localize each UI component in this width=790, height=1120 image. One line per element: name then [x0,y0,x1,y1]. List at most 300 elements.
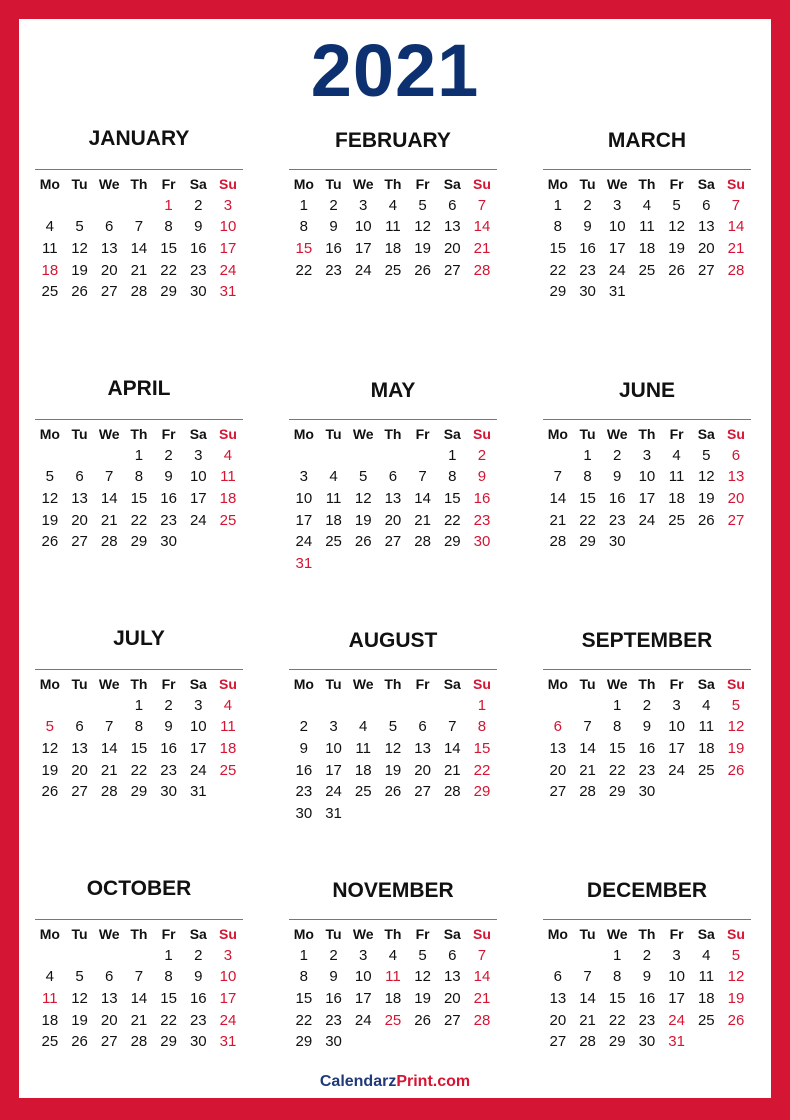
day-cell: 17 [189,740,207,758]
day-cell: 17 [668,740,685,758]
day-cell: 30 [638,783,656,801]
day-cell: 26 [384,783,402,801]
weekday-label: Fr [669,925,684,942]
weekday-label: We [352,425,374,442]
day-cell: 31 [219,283,237,301]
week-row [543,509,751,531]
day-cell: 4 [702,946,711,964]
day-cell: 7 [105,718,114,736]
weekday-label: Sa [443,675,461,692]
weekday-label: Su [727,175,745,192]
day-cell: 17 [189,490,207,508]
week-row [35,1009,243,1031]
month-divider [35,919,243,920]
day-cell: 22 [608,761,626,779]
weekday-label: We [98,925,120,942]
day-cell: 23 [473,511,491,529]
day-cell: 17 [638,490,656,508]
day-cell: 5 [75,968,84,986]
day-cell: 13 [549,740,567,758]
month-days-grid [35,423,243,553]
day-cell: 6 [105,968,114,986]
day-cell: 29 [160,283,177,301]
week-row [289,803,497,825]
day-cell: 9 [642,718,652,736]
day-cell: 27 [100,283,118,301]
day-cell: 10 [668,968,685,986]
day-cell: 21 [473,240,491,258]
month-name: MAY [370,379,416,402]
day-cell: 13 [443,218,461,236]
day-cell: 17 [354,990,372,1008]
day-cell: 8 [613,718,622,736]
month-divider [35,169,243,170]
week-row [543,945,751,967]
weekday-header [543,173,751,195]
day-cell: 22 [160,1011,177,1029]
day-cell: 25 [384,1011,402,1029]
weekday-label: Tu [579,675,596,692]
day-cell: 24 [189,761,207,779]
weekday-label: Th [384,175,402,192]
day-cell: 25 [668,511,685,529]
weekday-label: We [98,175,120,192]
day-cell: 12 [727,718,745,736]
day-cell: 9 [642,968,652,986]
day-cell: 12 [668,218,685,236]
day-cell: 26 [41,533,59,551]
weekday-label: Su [473,175,491,192]
day-cell: 27 [549,1033,567,1051]
day-cell: 2 [329,196,338,214]
weekday-label: Fr [161,675,176,692]
day-cell: 24 [325,783,342,801]
day-cell: 3 [194,696,203,714]
day-cell: 29 [295,1033,313,1051]
week-row [289,488,497,510]
weekday-label: Tu [325,425,342,442]
week-row [35,966,243,988]
day-cell: 6 [731,446,741,464]
week-row [289,216,497,238]
month-days-grid [543,673,751,803]
day-cell: 29 [130,533,148,551]
day-cell: 3 [223,196,233,214]
week-row [543,966,751,988]
day-cell: 16 [638,990,656,1008]
month-name: AUGUST [348,629,438,652]
week-row [543,281,751,303]
weekday-label: Th [638,925,656,942]
day-cell: 13 [71,490,88,508]
day-cell: 18 [41,261,59,279]
day-cell: 4 [388,196,398,214]
day-cell: 6 [105,218,114,236]
week-row [35,195,243,217]
weekday-label: Tu [71,925,88,942]
month-name: SEPTEMBER [581,629,713,652]
day-cell: 23 [160,761,177,779]
month-name: NOVEMBER [332,879,454,902]
day-cell: 1 [134,446,144,464]
month-divider [543,919,751,920]
month-name: JULY [113,627,165,650]
day-cell: 23 [325,261,342,279]
day-cell: 25 [325,533,342,551]
day-cell: 26 [41,783,59,801]
day-cell: 15 [579,490,596,508]
day-cell: 6 [418,718,427,736]
day-cell: 3 [359,946,368,964]
day-cell: 11 [668,468,685,486]
day-cell: 27 [100,1033,118,1051]
day-cell: 13 [549,990,567,1008]
day-cell: 19 [41,511,59,529]
day-cell: 18 [697,740,715,758]
weekday-label: Su [219,175,237,192]
day-cell: 15 [443,490,461,508]
day-cell: 7 [134,218,144,236]
day-cell: 16 [160,740,177,758]
day-cell: 1 [164,196,173,214]
day-cell: 24 [189,511,207,529]
weekday-label: Sa [189,925,207,942]
day-cell: 14 [473,968,491,986]
day-cell: 28 [130,1033,148,1051]
week-row [543,759,751,781]
weekday-label: Fr [161,425,176,442]
day-cell: 28 [549,533,567,551]
week-row [289,716,497,738]
day-cell: 19 [71,1011,88,1029]
day-cell: 4 [359,718,368,736]
day-cell: 12 [41,490,59,508]
month-divider [35,669,243,670]
day-cell: 2 [299,718,309,736]
weekday-label: Fr [161,925,176,942]
day-cell: 20 [697,240,715,258]
day-cell: 31 [325,804,342,822]
month-name: DECEMBER [586,879,708,902]
month-days-grid [289,173,497,281]
day-cell: 9 [194,218,203,236]
day-cell: 1 [477,696,487,714]
week-row [289,966,497,988]
week-row [35,759,243,781]
day-cell: 2 [194,946,203,964]
week-row [543,695,751,717]
day-cell: 24 [638,511,656,529]
day-cell: 12 [414,218,431,236]
day-cell: 25 [384,261,402,279]
weekday-label: Fr [415,425,430,442]
day-cell: 8 [613,968,622,986]
day-cell: 8 [164,968,173,986]
month-divider [289,419,497,420]
day-cell: 17 [325,761,342,779]
day-cell: 22 [295,261,313,279]
day-cell: 11 [385,968,401,986]
day-cell: 6 [75,718,84,736]
day-cell: 8 [299,968,309,986]
day-cell: 9 [164,718,173,736]
weekday-label: Su [219,925,237,942]
day-cell: 15 [160,240,177,258]
day-cell: 4 [329,468,338,486]
weekday-label: Su [727,925,745,942]
day-cell: 8 [477,718,487,736]
day-cell: 23 [160,511,177,529]
weekday-header [543,923,751,945]
day-cell: 9 [194,968,203,986]
day-cell: 23 [189,1011,207,1029]
day-cell: 5 [45,718,55,736]
day-cell: 4 [45,968,55,986]
weekday-label: We [606,675,628,692]
day-cell: 14 [549,490,567,508]
day-cell: 12 [41,740,59,758]
day-cell: 18 [41,1011,59,1029]
month-divider [289,169,497,170]
day-cell: 6 [388,468,398,486]
day-cell: 19 [414,240,431,258]
footer-brand[interactable] [0,1073,790,1091]
weekday-label: Sa [443,425,461,442]
day-cell: 3 [642,446,652,464]
weekday-label: Mo [293,925,314,942]
week-row [543,195,751,217]
day-cell: 16 [325,990,342,1008]
day-cell: 21 [727,240,745,258]
day-cell: 15 [608,740,626,758]
day-cell: 6 [75,468,84,486]
day-cell: 7 [553,468,563,486]
day-cell: 15 [160,990,177,1008]
week-row [35,716,243,738]
day-cell: 5 [359,468,368,486]
week-row [289,945,497,967]
day-cell: 17 [668,990,685,1008]
day-cell: 13 [71,740,88,758]
week-row [289,531,497,553]
day-cell: 24 [354,261,372,279]
day-cell: 9 [164,468,173,486]
day-cell: 3 [329,718,338,736]
day-cell: 11 [42,240,58,258]
week-row [543,259,751,281]
day-cell: 12 [414,968,431,986]
day-cell: 21 [100,761,118,779]
day-cell: 27 [727,511,745,529]
day-cell: 10 [189,718,207,736]
week-row [289,781,497,803]
weekday-label: Th [638,425,656,442]
weekday-label: We [98,425,120,442]
weekday-label: Th [638,175,656,192]
day-cell: 1 [613,696,622,714]
day-cell: 28 [100,533,118,551]
weekday-header [35,423,243,445]
day-cell: 30 [189,1033,207,1051]
weekday-label: Su [219,425,237,442]
day-cell: 10 [219,968,237,986]
month-name: APRIL [107,377,171,400]
month-days-grid [35,173,243,303]
day-cell: 11 [639,218,655,236]
day-cell: 19 [727,740,745,758]
weekday-label: Th [130,175,148,192]
day-cell: 13 [100,990,118,1008]
month-name: OCTOBER [86,877,192,900]
day-cell: 2 [583,196,592,214]
day-cell: 13 [414,740,431,758]
day-cell: 25 [638,261,656,279]
day-cell: 28 [727,261,745,279]
day-cell: 9 [477,468,487,486]
weekday-label: Sa [189,425,207,442]
day-cell: 27 [414,783,431,801]
weekday-label: We [606,175,628,192]
weekday-label: Fr [669,425,684,442]
weekday-label: We [98,675,120,692]
weekday-label: Tu [579,425,596,442]
day-cell: 5 [731,946,741,964]
day-cell: 3 [299,468,309,486]
day-cell: 13 [100,240,118,258]
day-cell: 5 [672,196,681,214]
week-row [35,488,243,510]
day-cell: 2 [329,946,338,964]
week-row [35,531,243,553]
day-cell: 5 [418,946,427,964]
week-row [35,945,243,967]
day-cell: 30 [473,533,491,551]
weekday-label: Sa [697,925,715,942]
day-cell: 2 [164,696,173,714]
day-cell: 7 [731,196,741,214]
day-cell: 29 [579,533,596,551]
day-cell: 18 [638,240,656,258]
weekday-header [543,673,751,695]
weekday-label: Mo [39,675,60,692]
day-cell: 24 [668,1011,685,1029]
day-cell: 19 [697,490,715,508]
month-name: JUNE [618,379,676,402]
weekday-header [35,923,243,945]
day-cell: 3 [194,446,203,464]
week-row [35,509,243,531]
day-cell: 29 [473,783,491,801]
day-cell: 23 [638,1011,656,1029]
day-cell: 24 [219,1011,237,1029]
day-cell: 22 [473,761,491,779]
day-cell: 22 [130,761,148,779]
day-cell: 28 [473,261,491,279]
day-cell: 6 [553,718,563,736]
day-cell: 1 [448,446,457,464]
day-cell: 9 [329,218,338,236]
week-row [289,509,497,531]
day-cell: 9 [329,968,338,986]
weekday-label: Su [473,675,491,692]
day-cell: 15 [130,740,148,758]
day-cell: 9 [583,218,592,236]
weekday-label: Fr [415,925,430,942]
day-cell: 15 [473,740,491,758]
day-cell: 8 [553,218,563,236]
week-row [35,988,243,1010]
week-row [35,238,243,260]
day-cell: 19 [414,990,431,1008]
day-cell: 24 [295,533,313,551]
day-cell: 25 [41,1033,59,1051]
day-cell: 19 [727,990,745,1008]
day-cell: 23 [295,783,313,801]
weekday-header [289,173,497,195]
day-cell: 16 [189,240,207,258]
week-row [289,988,497,1010]
weekday-label: Th [130,925,148,942]
weekday-label: Th [384,675,402,692]
day-cell: 15 [549,240,567,258]
day-cell: 16 [579,240,596,258]
day-cell: 14 [473,218,491,236]
month-divider [289,919,497,920]
month-days-grid [35,923,243,1053]
weekday-header [35,673,243,695]
day-cell: 27 [443,261,461,279]
day-cell: 11 [220,718,236,736]
day-cell: 7 [477,196,487,214]
day-cell: 24 [608,261,626,279]
week-row [289,259,497,281]
day-cell: 26 [727,761,745,779]
day-cell: 2 [164,446,173,464]
day-cell: 4 [45,218,55,236]
weekday-label: Mo [39,925,60,942]
day-cell: 7 [418,468,427,486]
weekday-label: Th [638,675,656,692]
day-cell: 20 [100,1011,118,1029]
week-row [289,1031,497,1053]
week-row [543,738,751,760]
day-cell: 4 [223,696,233,714]
week-row [289,195,497,217]
day-cell: 10 [354,968,372,986]
day-cell: 26 [354,533,372,551]
weekday-header [289,923,497,945]
day-cell: 15 [608,990,626,1008]
day-cell: 19 [41,761,59,779]
day-cell: 25 [219,511,237,529]
weekday-label: Th [384,925,402,942]
day-cell: 21 [579,761,596,779]
month-divider [543,169,751,170]
month-days-grid [35,673,243,803]
weekday-label: Sa [443,925,461,942]
day-cell: 27 [71,783,88,801]
week-row [35,445,243,467]
day-cell: 29 [549,283,567,301]
day-cell: 14 [579,740,596,758]
weekday-label: Su [473,425,491,442]
day-cell: 1 [164,946,173,964]
day-cell: 8 [134,468,144,486]
weekday-label: Sa [189,175,207,192]
day-cell: 20 [414,761,431,779]
day-cell: 1 [613,946,622,964]
day-cell: 18 [697,990,715,1008]
